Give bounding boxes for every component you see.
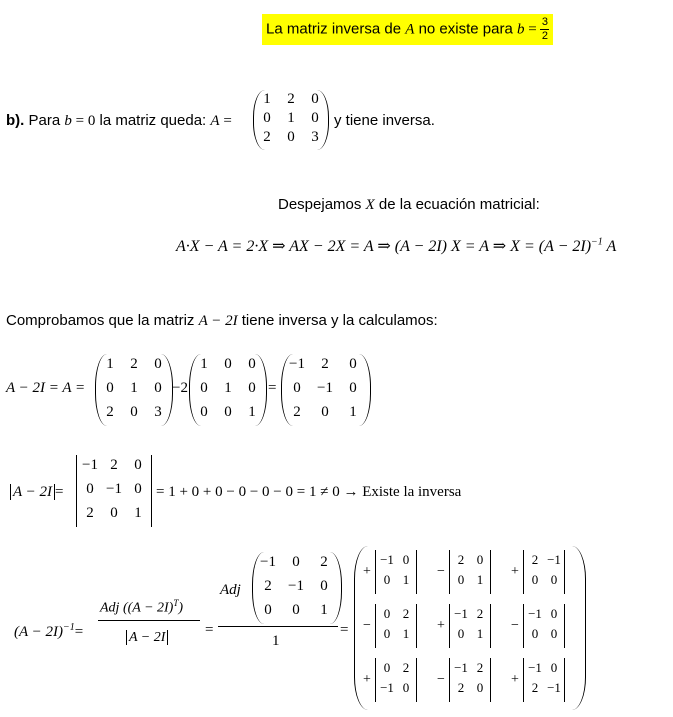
matrix-cell: 2 <box>130 356 138 372</box>
matrix-cell: 0 <box>200 404 208 420</box>
minor-cell: −1 <box>454 606 468 621</box>
minor-cell: 0 <box>531 626 539 641</box>
matrix-cell: −1 <box>289 356 305 372</box>
minor-cell: 1 <box>402 626 410 641</box>
minor-cell: 0 <box>402 680 410 695</box>
inverse-lhs: $(A - 2I)^{-1}=$ <box>14 622 84 640</box>
cofactor-minor <box>523 604 565 648</box>
minor-cell: 2 <box>402 606 410 621</box>
matrix-cell: 0 <box>134 481 142 497</box>
matrix-cell: 0 <box>287 129 295 145</box>
matrix-cell: 0 <box>321 404 329 420</box>
cofactor-sign: − <box>363 618 371 633</box>
matrix-cell: 0 <box>293 380 301 396</box>
matrix-cell: 0 <box>248 380 256 396</box>
cofactor-minor <box>523 658 565 702</box>
highlight-statement: La matriz inversa de A no existe para b = $\frac{3}{2}$ <box>262 14 553 45</box>
matrix-cell: 1 <box>287 110 295 126</box>
matrix-cell: 0 <box>311 110 319 126</box>
equals-sign-3: = <box>340 622 349 638</box>
matrix-cell: 0 <box>292 554 300 570</box>
minor-cell: 0 <box>383 626 391 641</box>
matrix-cell: 1 <box>263 91 271 107</box>
matrix-cell: 0 <box>224 404 232 420</box>
cofactor-matrix <box>354 546 586 710</box>
matrix-cell: 2 <box>321 356 329 372</box>
cofactor-sign: − <box>511 618 519 633</box>
cofactor-minor <box>449 658 491 702</box>
minor-cell: −1 <box>547 552 561 567</box>
matrix-cell: 0 <box>349 380 357 396</box>
minor-cell: 1 <box>402 572 410 587</box>
cofactor-minor <box>449 550 491 594</box>
adj-label: Adj <box>220 582 241 598</box>
cofactor-sign: + <box>511 672 519 687</box>
determinant-denominator: A − 2I <box>126 630 168 646</box>
minor-cell: 1 <box>476 572 484 587</box>
matrix-equation: A·X − A = 2·X ⇒ AX − 2X = A ⇒ (A − 2I) X = A ⇒ $X = (A - 2I)^{-1}$ A <box>176 236 617 255</box>
minor-cell: 2 <box>457 680 465 695</box>
matrix-cell: 0 <box>263 110 271 126</box>
a-minus-2i-lhs: A − 2I = A = <box>6 380 86 396</box>
adj-transpose-numerator: Adj $((A - 2I)^T)$ <box>100 598 184 616</box>
matrix-cell: 0 <box>224 356 232 372</box>
minor-cell: 0 <box>402 552 410 567</box>
matrix-cell: 0 <box>86 481 94 497</box>
minor-cell: 2 <box>476 660 484 675</box>
minor-cell: −1 <box>454 660 468 675</box>
matrix-cell: 2 <box>287 91 295 107</box>
solve-x-statement: Despejamos X de la ecuación matricial: <box>278 196 540 213</box>
matrix-cell: 0 <box>200 380 208 396</box>
part-b-statement: b). Para b = 0 la matriz queda: A = <box>6 112 232 129</box>
determinant-lhs: A − 2I = <box>10 484 63 501</box>
equals-sign-2: = <box>205 622 214 638</box>
minor-cell: 0 <box>476 680 484 695</box>
cofactor-sign: − <box>437 564 445 579</box>
fraction-bar-1 <box>98 620 200 621</box>
matrix-cell: 1 <box>349 404 357 420</box>
matrix-cell: 2 <box>320 554 328 570</box>
matrix-cell: 2 <box>86 505 94 521</box>
matrix-cell: 0 <box>130 404 138 420</box>
matrix-cell: 2 <box>106 404 114 420</box>
minor-cell: 2 <box>402 660 410 675</box>
minor-cell: 1 <box>476 626 484 641</box>
matrix-cell: 0 <box>106 380 114 396</box>
matrix-cell: 0 <box>349 356 357 372</box>
matrix-cell: −1 <box>106 481 122 497</box>
matrix-cell: 3 <box>154 404 162 420</box>
cofactor-minor <box>523 550 565 594</box>
check-inverse-statement: Comprobamos que la matriz A − 2I tiene inversa y la calculamos: <box>6 312 438 329</box>
matrix-cell: 0 <box>311 91 319 107</box>
matrix-cell: 0 <box>134 457 142 473</box>
matrix-cell: 0 <box>264 602 272 618</box>
minor-cell: −1 <box>528 606 542 621</box>
fraction-three-halves: $\frac{3}{2}$ <box>541 16 548 42</box>
minor-cell: −1 <box>380 680 394 695</box>
minor-cell: 0 <box>550 606 558 621</box>
matrix-cell: −1 <box>288 578 304 594</box>
minor-cell: 0 <box>550 572 558 587</box>
matrix-cell: −1 <box>82 457 98 473</box>
minor-cell: 2 <box>476 606 484 621</box>
determinant-matrix <box>76 455 152 527</box>
matrix-cell: 0 <box>110 505 118 521</box>
matrix-cell: −1 <box>260 554 276 570</box>
matrix-result <box>281 354 371 426</box>
matrix-cell: 1 <box>248 404 256 420</box>
minus-two-operator: −2 <box>172 380 188 396</box>
matrix-cell: 3 <box>311 129 319 145</box>
matrix-cell: 2 <box>264 578 272 594</box>
matrix-cell: 1 <box>320 602 328 618</box>
matrix-cell: −1 <box>317 380 333 396</box>
matrix-cell: 1 <box>130 380 138 396</box>
cofactor-minor <box>449 604 491 648</box>
determinant-result: = 1 + 0 + 0 − 0 − 0 − 0 = 1 ≠ 0 → Existe la inversa <box>156 484 462 500</box>
matrix-cell: 1 <box>106 356 114 372</box>
matrix-cell: 0 <box>154 356 162 372</box>
matrix-cell: 2 <box>110 457 118 473</box>
matrix-a <box>253 90 329 150</box>
minor-cell: −1 <box>380 552 394 567</box>
minor-cell: −1 <box>547 680 561 695</box>
matrix-cell: 1 <box>134 505 142 521</box>
has-inverse-text: y tiene inversa. <box>334 112 435 129</box>
minor-cell: 0 <box>457 572 465 587</box>
cofactor-sign: + <box>511 564 519 579</box>
cofactor-sign: − <box>437 672 445 687</box>
cofactor-minor <box>375 658 417 702</box>
minor-cell: 0 <box>383 572 391 587</box>
minor-cell: 2 <box>457 552 465 567</box>
matrix-cell: 2 <box>263 129 271 145</box>
matrix-cell: 0 <box>248 356 256 372</box>
cofactor-sign: + <box>437 618 445 633</box>
matrix-cell: 0 <box>292 602 300 618</box>
minor-cell: 0 <box>550 660 558 675</box>
matrix-cell: 1 <box>200 356 208 372</box>
adj-matrix <box>252 552 342 624</box>
minor-cell: 2 <box>531 680 539 695</box>
minor-cell: 0 <box>531 572 539 587</box>
equals-sign: = <box>268 380 277 396</box>
matrix-m1 <box>95 354 173 426</box>
matrix-identity <box>189 354 267 426</box>
matrix-cell: 0 <box>154 380 162 396</box>
minor-cell: 0 <box>383 660 391 675</box>
matrix-cell: 0 <box>320 578 328 594</box>
minor-cell: 2 <box>531 552 539 567</box>
cofactor-sign: + <box>363 564 371 579</box>
fraction-bar-2 <box>218 626 338 627</box>
cofactor-minor <box>375 604 417 648</box>
minor-cell: 0 <box>476 552 484 567</box>
cofactor-sign: + <box>363 672 371 687</box>
cofactor-minor <box>375 550 417 594</box>
minor-cell: −1 <box>528 660 542 675</box>
minor-cell: 0 <box>383 606 391 621</box>
matrix-cell: 1 <box>224 380 232 396</box>
minor-cell: 0 <box>550 626 558 641</box>
minor-cell: 0 <box>457 626 465 641</box>
denominator-one: 1 <box>272 633 280 649</box>
matrix-cell: 2 <box>293 404 301 420</box>
